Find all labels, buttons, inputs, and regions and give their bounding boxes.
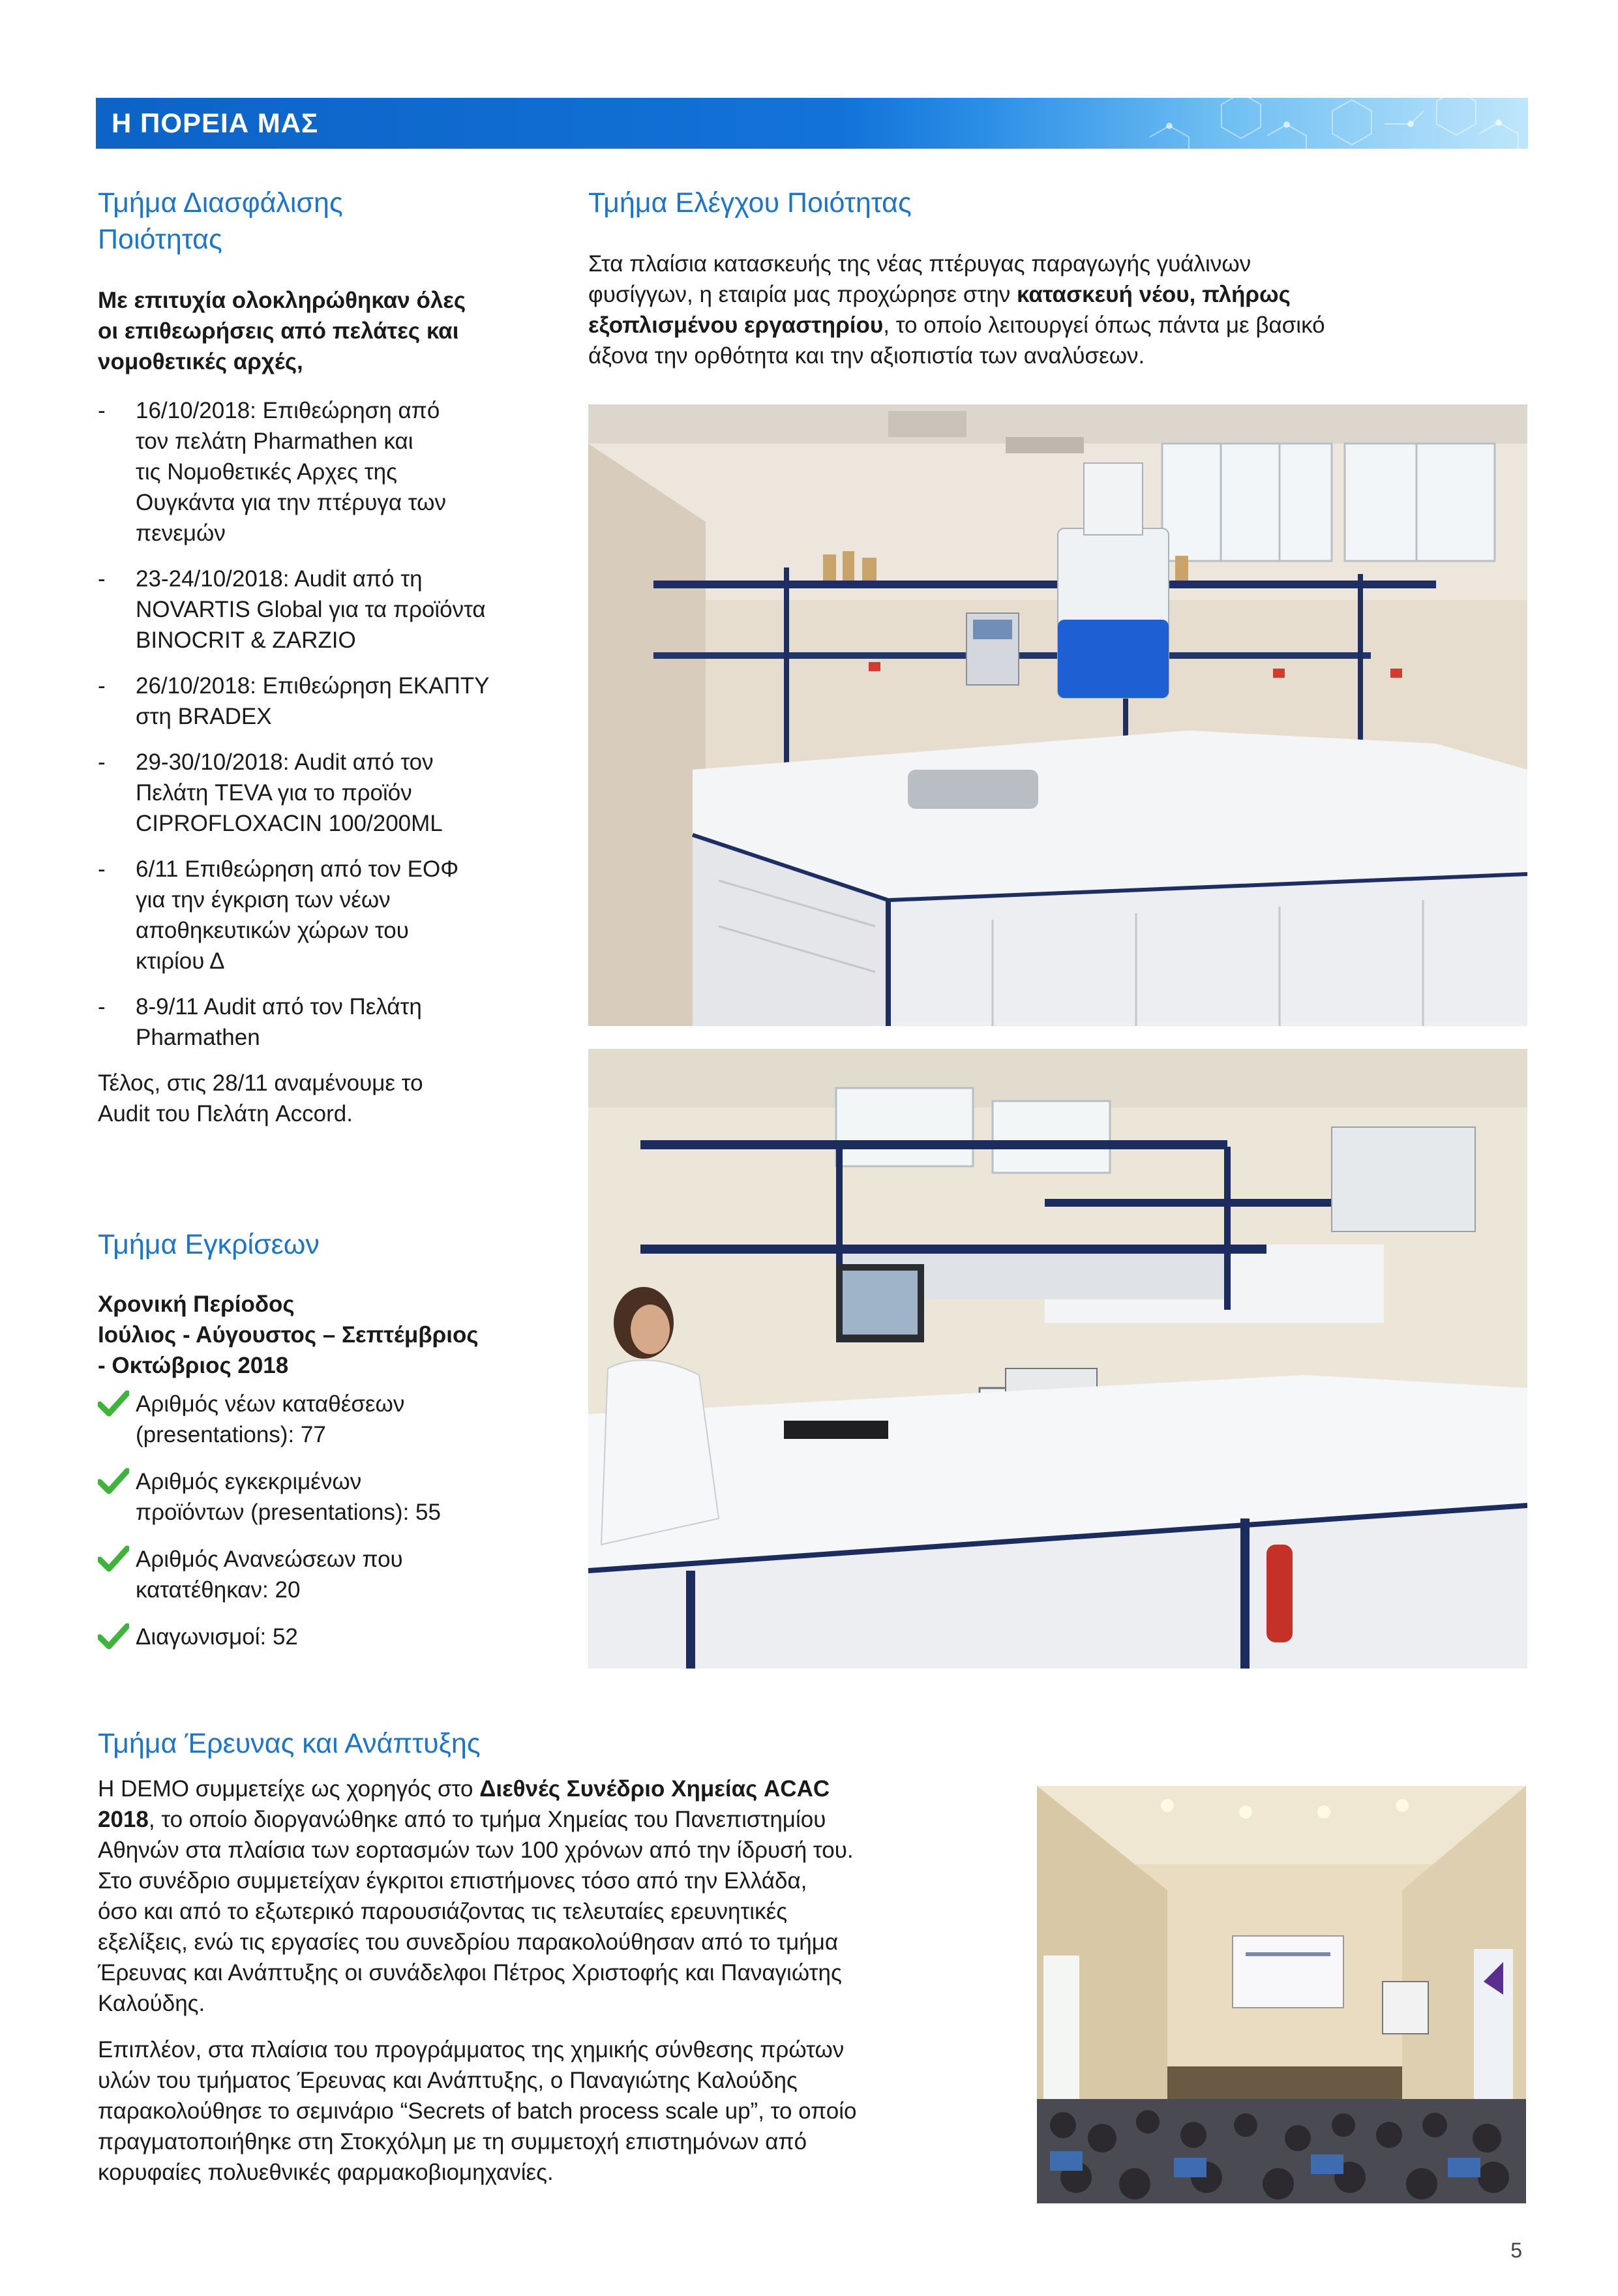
rnd-p1-l2b: , το οποίο διοργανώθηκε από το τμήμα Χημείας του Πανεπιστημίου <box>148 1807 826 1832</box>
qc-line4: άξονα την ορθότητα και την αξιοπιστία των αναλύσεων. <box>588 343 1145 369</box>
qc-line3b: , το οποίο λειτουργεί όπως πάντα με βασικό <box>883 312 1325 338</box>
rnd-p2-l2: υλών του τμήματος Έρευνας και Ανάπτυξης, ο Παναγιώτης Καλούδης <box>98 2068 798 2093</box>
stat-item-line: Αριθμός εγκεκριμένων <box>136 1469 362 1494</box>
list-item <box>98 671 554 732</box>
approvals-section <box>98 1226 554 1669</box>
qa-intro-line1: Με επιτυχία ολοκληρώθηκαν όλες <box>98 288 466 313</box>
list-item-line: αποθηκευτικών χώρων του <box>136 918 409 943</box>
stat-item <box>98 1622 554 1652</box>
rnd-p1-l2a: 2018 <box>98 1807 149 1832</box>
rnd-p2-l3: παρακολούθησε το σεμινάριο “Secrets of batch process scale up”, το οποίο <box>98 2098 857 2124</box>
stat-item <box>98 1466 554 1528</box>
list-dash: - <box>98 673 106 699</box>
qa-heading-line2: Ποιότητας <box>98 224 222 255</box>
stat-item <box>98 1389 554 1450</box>
list-item-line: 16/10/2018: Επιθεώρηση από <box>136 398 440 423</box>
rnd-p1-l1a: Η DEMO συμμετείχε ως χορηγός στο <box>98 1776 480 1802</box>
list-item-line: τον πελάτη Pharmathen και <box>136 429 413 454</box>
qa-intro <box>98 285 554 377</box>
list-dash: - <box>98 749 106 775</box>
list-dash: - <box>98 398 106 423</box>
approvals-period-line3: - Οκτώβριος 2018 <box>98 1353 289 1378</box>
check-icon <box>98 1390 129 1417</box>
approvals-stats-list <box>98 1389 554 1652</box>
list-item <box>98 395 554 549</box>
stat-item-line: (presentations): 77 <box>136 1422 326 1447</box>
rnd-p1-l1b: Διεθνές Συνέδριο Χημείας ACAC <box>479 1776 830 1802</box>
list-item-line: Pharmathen <box>136 1025 260 1050</box>
list-item-line: BINOCRIT & ZARZIO <box>136 627 356 653</box>
list-item-line: CIPROFLOXACIN 100/200ML <box>136 811 443 836</box>
list-item-line: για την έγκριση των νέων <box>136 887 391 913</box>
qc-line2a: φυσίγγων, η εταιρία μας προχώρησε στην <box>588 282 1017 307</box>
page-number: 5 <box>1510 2239 1522 2262</box>
list-dash: - <box>98 856 106 882</box>
stat-item <box>98 1544 554 1605</box>
qc-paragraph <box>588 249 1534 371</box>
rnd-paragraph-2 <box>98 2034 1030 2188</box>
qc-heading: Τμήμα Ελέγχου Ποιότητας <box>588 187 912 219</box>
rnd-section <box>98 1725 1030 2188</box>
qa-heading <box>98 185 554 258</box>
qa-closing <box>98 1068 554 1129</box>
rnd-heading: Τμήμα Έρευνας και Ανάπτυξης <box>98 1728 481 1759</box>
approvals-period-line2: Ιούλιος - Αύγουστος – Σεπτέμβριος <box>98 1322 479 1348</box>
qc-line3a: εξοπλισμένου εργαστηρίου <box>588 312 884 338</box>
list-item-line: 23-24/10/2018: Audit από τη <box>136 566 423 592</box>
qa-closing-line1: Τέλος, στις 28/11 αναμένουμε το <box>98 1070 423 1096</box>
rnd-p1-l4: Στο συνέδριο συμμετείχαν έγκριτοι επιστήμονες τόσο από την Ελλάδα, <box>98 1868 807 1894</box>
lab-photo-1 <box>588 404 1527 1026</box>
rnd-p2-l4: πραγματοποιήθηκε στη Στοκχόλμη με τη συμμετοχή επιστημόνων από <box>98 2129 807 2154</box>
list-item-line: τις Νομοθετικές Αρχες της <box>136 459 397 485</box>
stat-item-line: Διαγωνισμοί: 52 <box>136 1624 298 1650</box>
rnd-paragraph-1 <box>98 1774 1030 2019</box>
list-item-line: NOVARTIS Global για τα προϊόντα <box>136 597 486 622</box>
list-item-line: 29-30/10/2018: Audit από τον <box>136 749 434 775</box>
stat-item-line: Αριθμός νέων καταθέσεων <box>136 1391 405 1417</box>
lab-photo-2 <box>588 1049 1527 1669</box>
qa-heading-line1: Τμήμα Διασφάλισης <box>98 187 343 219</box>
list-item <box>98 991 554 1053</box>
qc-line1: Στα πλαίσια κατασκευής της νέας πτέρυγας παραγωγής γυάλινων <box>588 251 1251 277</box>
rnd-p1-l5: όσο και από το εξωτερικό παρουσιάζοντας τις τελευταίες ερευνητικές <box>98 1899 788 1924</box>
list-item-line: στη BRADEX <box>136 704 272 729</box>
check-icon <box>98 1468 129 1495</box>
rnd-p2-l5: κορυφαίες πολυεθνικές φαρμακοβιομηχανίες. <box>98 2160 554 2185</box>
stat-item-line: προϊόντων (presentations): 55 <box>136 1500 441 1525</box>
section-title: Η ΠΟΡΕΙΑ ΜΑΣ <box>112 108 319 138</box>
list-item-line: 8-9/11 Audit από τον Πελάτη <box>136 994 422 1020</box>
list-item <box>98 564 554 656</box>
list-item-line: Ουγκάντα για την πτέρυγα των <box>136 490 446 515</box>
check-icon <box>98 1623 129 1650</box>
conference-photo <box>1037 1786 1526 2203</box>
rnd-p1-l8: Καλούδης. <box>98 1991 205 2016</box>
stat-item-line: κατατέθηκαν: 20 <box>136 1577 301 1603</box>
rnd-p1-l3: Αθηνών στα πλαίσια των εορτασμών των 100 χρόνων από την ίδρυσή του. <box>98 1837 854 1863</box>
approvals-heading: Τμήμα Εγκρίσεων <box>98 1229 320 1260</box>
qa-closing-line2: Audit του Πελάτη Accord. <box>98 1101 353 1126</box>
rnd-p1-l7: Έρευνας και Ανάπτυξης οι συνάδελφοι Πέτρος Χριστοφής και Παναγιώτης <box>98 1960 842 1986</box>
qa-intro-line2: οι επιθεωρήσεις από πελάτες και <box>98 318 459 344</box>
qc-section <box>588 185 1534 371</box>
list-item <box>98 747 554 839</box>
list-item-line: κτιρίου Δ <box>136 948 225 974</box>
list-dash: - <box>98 566 106 592</box>
qa-inspection-list <box>98 395 554 1053</box>
qa-intro-line3: νομοθετικές αρχές, <box>98 349 303 374</box>
list-item-line: πενεμών <box>136 521 226 546</box>
check-icon <box>98 1545 129 1573</box>
list-item <box>98 854 554 976</box>
approvals-period-line1: Χρονική Περίοδος <box>98 1292 295 1317</box>
list-dash: - <box>98 994 106 1020</box>
approvals-period <box>98 1289 554 1381</box>
stat-item-line: Αριθμός Ανανεώσεων που <box>136 1547 403 1572</box>
rnd-p1-l6: εξελίξεις, ενώ τις εργασίες του συνεδρίου παρακολούθησαν από το τμήμα <box>98 1929 839 1955</box>
list-item-line: 6/11 Επιθεώρηση από τον ΕΟΦ <box>136 856 459 882</box>
qa-section <box>98 185 554 1129</box>
qc-line2b: κατασκευή νέου, πλήρως <box>1017 282 1291 307</box>
list-item-line: 26/10/2018: Επιθεώρηση ΕΚΑΠΤΥ <box>136 673 490 699</box>
list-item-line: Πελάτη TEVA για το προϊόν <box>136 780 412 806</box>
rnd-p2-l1: Επιπλέον, στα πλαίσια του προγράμματος της χημικής σύνθεσης πρώτων <box>98 2037 845 2062</box>
